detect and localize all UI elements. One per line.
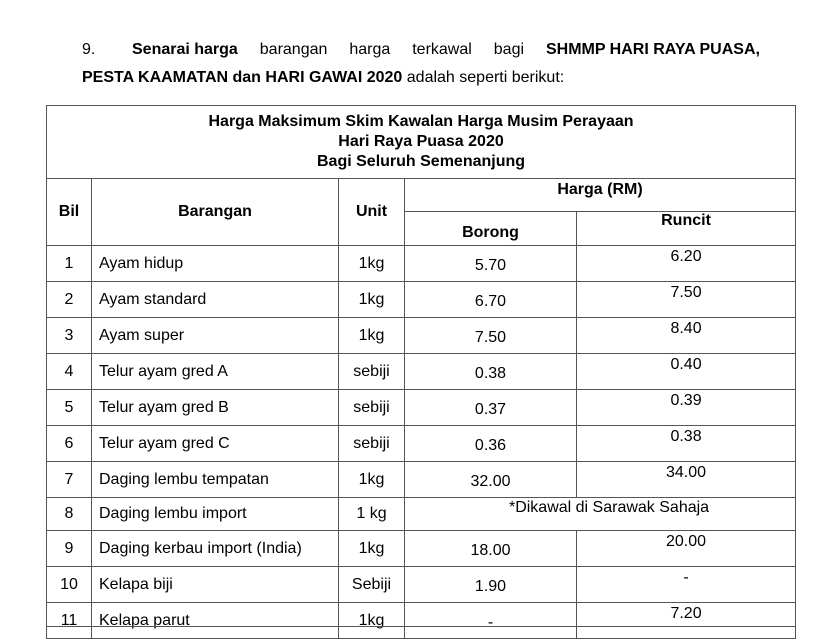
intro-tail: adalah seperti berikut: xyxy=(406,69,565,86)
cell-note: *Dikawal di Sarawak Sahaja xyxy=(405,498,796,531)
cell-bil: 1 xyxy=(47,246,92,282)
table-row xyxy=(47,531,796,567)
cell-borong: 0.38 xyxy=(405,354,577,390)
table-row xyxy=(47,498,796,531)
cell-borong: 1.90 xyxy=(405,567,577,603)
cell-borong: 18.00 xyxy=(405,531,577,567)
price-table xyxy=(46,105,796,639)
cell-bil: 7 xyxy=(47,462,92,498)
header-runcit: Runcit xyxy=(577,212,796,246)
cell-borong: - xyxy=(405,603,577,639)
cell-runcit: 34.00 xyxy=(577,462,796,498)
cell-bil: 9 xyxy=(47,531,92,567)
caption-line-1: Harga Maksimum Skim Kawalan Harga Musim Perayaan xyxy=(208,113,634,130)
paragraph-number: 9. xyxy=(82,41,96,58)
cell-barangan: Daging lembu tempatan xyxy=(92,462,339,498)
intro-word: harga xyxy=(349,41,391,58)
cell-unit: Sebiji xyxy=(339,567,405,603)
cell-bil: 11 xyxy=(47,603,92,639)
table-row xyxy=(47,603,796,639)
cell-borong: 6.70 xyxy=(405,282,577,318)
cell-bil: 8 xyxy=(47,498,92,531)
cell-unit: 1kg xyxy=(339,246,405,282)
table-row xyxy=(47,390,796,426)
cell-runcit: 8.40 xyxy=(577,318,796,354)
cell-barangan: Ayam super xyxy=(92,318,339,354)
header-borong: Borong xyxy=(405,212,577,246)
table-row xyxy=(47,282,796,318)
cell-bil: 10 xyxy=(47,567,92,603)
caption-line-2: Hari Raya Puasa 2020 xyxy=(338,133,504,150)
cell-borong: 0.37 xyxy=(405,390,577,426)
cell-unit: sebiji xyxy=(339,354,405,390)
cell-barangan: Telur ayam gred C xyxy=(92,426,339,462)
header-unit: Unit xyxy=(339,179,405,246)
cell-barangan: Ayam standard xyxy=(92,282,339,318)
cell-runcit: 0.39 xyxy=(577,390,796,426)
intro-word: terkawal xyxy=(412,41,472,58)
intro-bold-shmmp: SHMMP HARI RAYA PUASA, xyxy=(545,41,760,58)
cell-runcit: 20.00 xyxy=(577,531,796,567)
cell-barangan: Telur ayam gred B xyxy=(92,390,339,426)
cell-barangan: Telur ayam gred A xyxy=(92,354,339,390)
intro-word: barangan xyxy=(259,41,328,58)
cell-unit: 1kg xyxy=(339,282,405,318)
next-table-border xyxy=(46,626,795,627)
header-bil: Bil xyxy=(47,179,92,246)
cell-bil: 2 xyxy=(47,282,92,318)
cell-runcit: - xyxy=(577,567,796,603)
cell-bil: 4 xyxy=(47,354,92,390)
cell-barangan: Daging kerbau import (India) xyxy=(92,531,339,567)
cell-runcit: 0.38 xyxy=(577,426,796,462)
intro-bold-senarai: Senarai harga xyxy=(132,41,238,58)
cell-bil: 3 xyxy=(47,318,92,354)
cell-unit: sebiji xyxy=(339,426,405,462)
cell-unit: 1kg xyxy=(339,531,405,567)
table-caption xyxy=(47,106,796,179)
cell-bil: 6 xyxy=(47,426,92,462)
cell-unit: 1kg xyxy=(339,318,405,354)
cell-borong: 0.36 xyxy=(405,426,577,462)
price-table-head xyxy=(47,106,796,246)
cell-unit: sebiji xyxy=(339,390,405,426)
price-table-body xyxy=(47,246,796,639)
table-row xyxy=(47,426,796,462)
header-harga: Harga (RM) xyxy=(405,179,796,212)
caption-line-3: Bagi Seluruh Semenanjung xyxy=(317,153,526,170)
intro-line-2 xyxy=(82,64,760,92)
cell-barangan: Kelapa biji xyxy=(92,567,339,603)
cell-runcit: 7.50 xyxy=(577,282,796,318)
table-row xyxy=(47,354,796,390)
table-row xyxy=(47,567,796,603)
intro-line-1-start xyxy=(82,36,238,64)
table-row xyxy=(47,318,796,354)
intro-bold-festivals: PESTA KAAMATAN dan HARI GAWAI 2020 xyxy=(82,69,403,86)
intro-line-1 xyxy=(82,36,760,64)
cell-runcit: 0.40 xyxy=(577,354,796,390)
cell-borong: 5.70 xyxy=(405,246,577,282)
cell-barangan: Ayam hidup xyxy=(92,246,339,282)
cell-unit: 1kg xyxy=(339,603,405,639)
cell-runcit: 7.20 xyxy=(577,603,796,639)
cell-borong: 7.50 xyxy=(405,318,577,354)
table-row xyxy=(47,462,796,498)
intro-paragraph xyxy=(82,36,760,92)
cell-runcit: 6.20 xyxy=(577,246,796,282)
cell-barangan: Daging lembu import xyxy=(92,498,339,531)
cell-bil: 5 xyxy=(47,390,92,426)
header-barangan: Barangan xyxy=(92,179,339,246)
cell-borong: 32.00 xyxy=(405,462,577,498)
cell-barangan: Kelapa parut xyxy=(92,603,339,639)
intro-word: bagi xyxy=(493,41,525,58)
table-row xyxy=(47,246,796,282)
cell-unit: 1kg xyxy=(339,462,405,498)
cell-unit: 1 kg xyxy=(339,498,405,531)
